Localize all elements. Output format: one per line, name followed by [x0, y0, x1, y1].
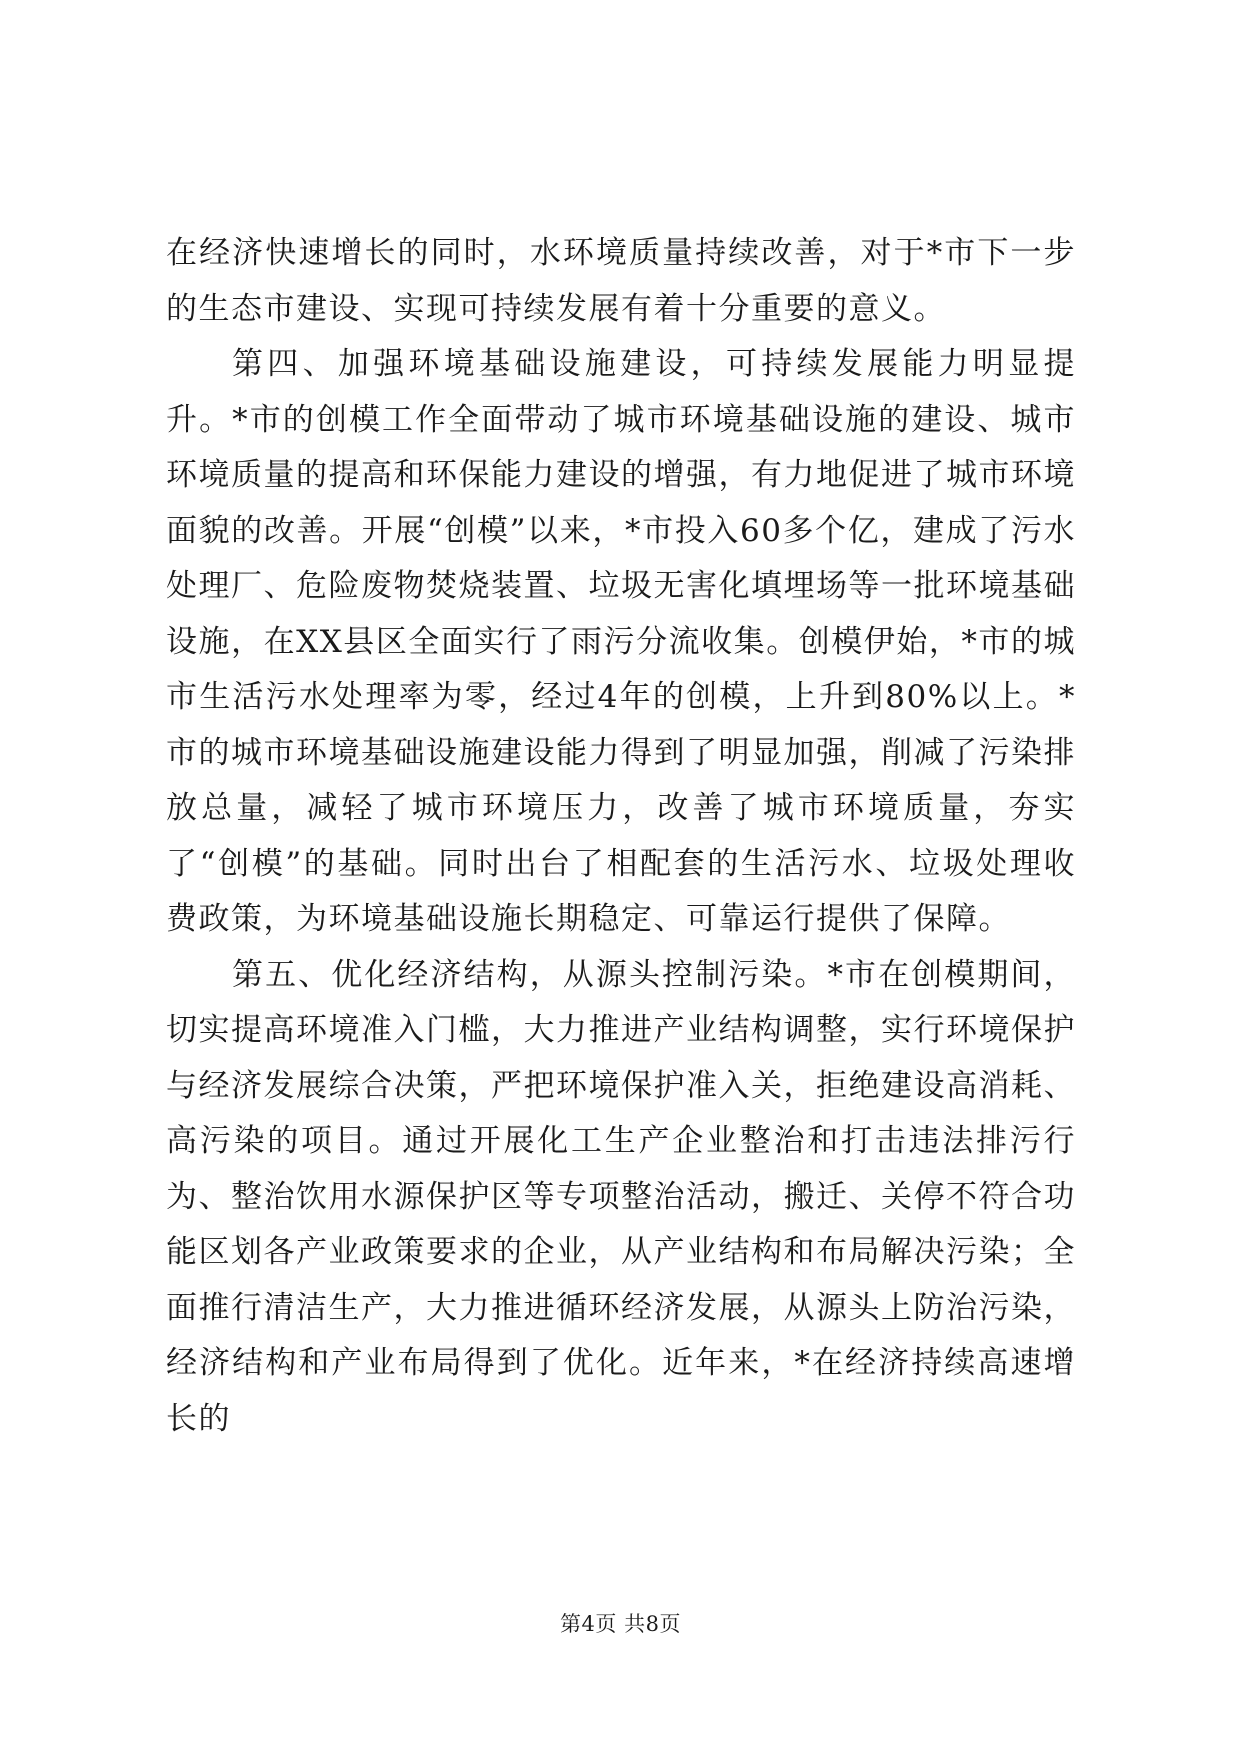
page-number-label: 第4页 共8页: [560, 1612, 681, 1636]
document-body: [166, 226, 1076, 1447]
paragraph-continuation: 在经济快速增长的同时，水环境质量持续改善，对于*市下一步的生态市建设、实现可持续发展有着十分重要的意义。: [166, 235, 1076, 327]
paragraph-section-four: 第四、加强环境基础设施建设，可持续发展能力明显提升。*市的创模工作全面带动了城市环境基础设施的建设、城市环境质量的提高和环保能力建设的增强，有力地促进了城市环境面貌的改善。开展“创模”以来，*市投入60多个亿，建成了污水处理厂、危险废物焚烧装置、垃圾无害化填埋场等一批环境基础设施，在XX县区全面实行了雨污分流收集。创模伊始，*市的城市生活污水处理率为零，经过4年的创模，上升到80%以上。*市的城市环境基础设施建设能力得到了明显加强，削减了污染排放总量，减轻了城市环境压力，改善了城市环境质量，夯实了“创模”的基础。同时出台了相配套的生活污水、垃圾处理收费政策，为环境基础设施长期稳定、可靠运行提供了保障。: [166, 346, 1076, 937]
paragraph-section-five: 第五、优化经济结构，从源头控制污染。*市在创模期间，切实提高环境准入门槛，大力推进产业结构调整，实行环境保护与经济发展综合决策，严把环境保护准入关，拒绝建设高消耗、高污染的项目。通过开展化工生产企业整治和打击违法排污行为、整治饮用水源保护区等专项整治活动，搬迁、关停不符合功能区划各产业政策要求的企业，从产业结构和布局解决污染；全面推行清洁生产，大力推进循环经济发展，从源头上防治污染，经济结构和产业布局得到了优化。近年来，*在经济持续高速增长的: [166, 956, 1076, 1437]
page-footer: [0, 1608, 1241, 1638]
